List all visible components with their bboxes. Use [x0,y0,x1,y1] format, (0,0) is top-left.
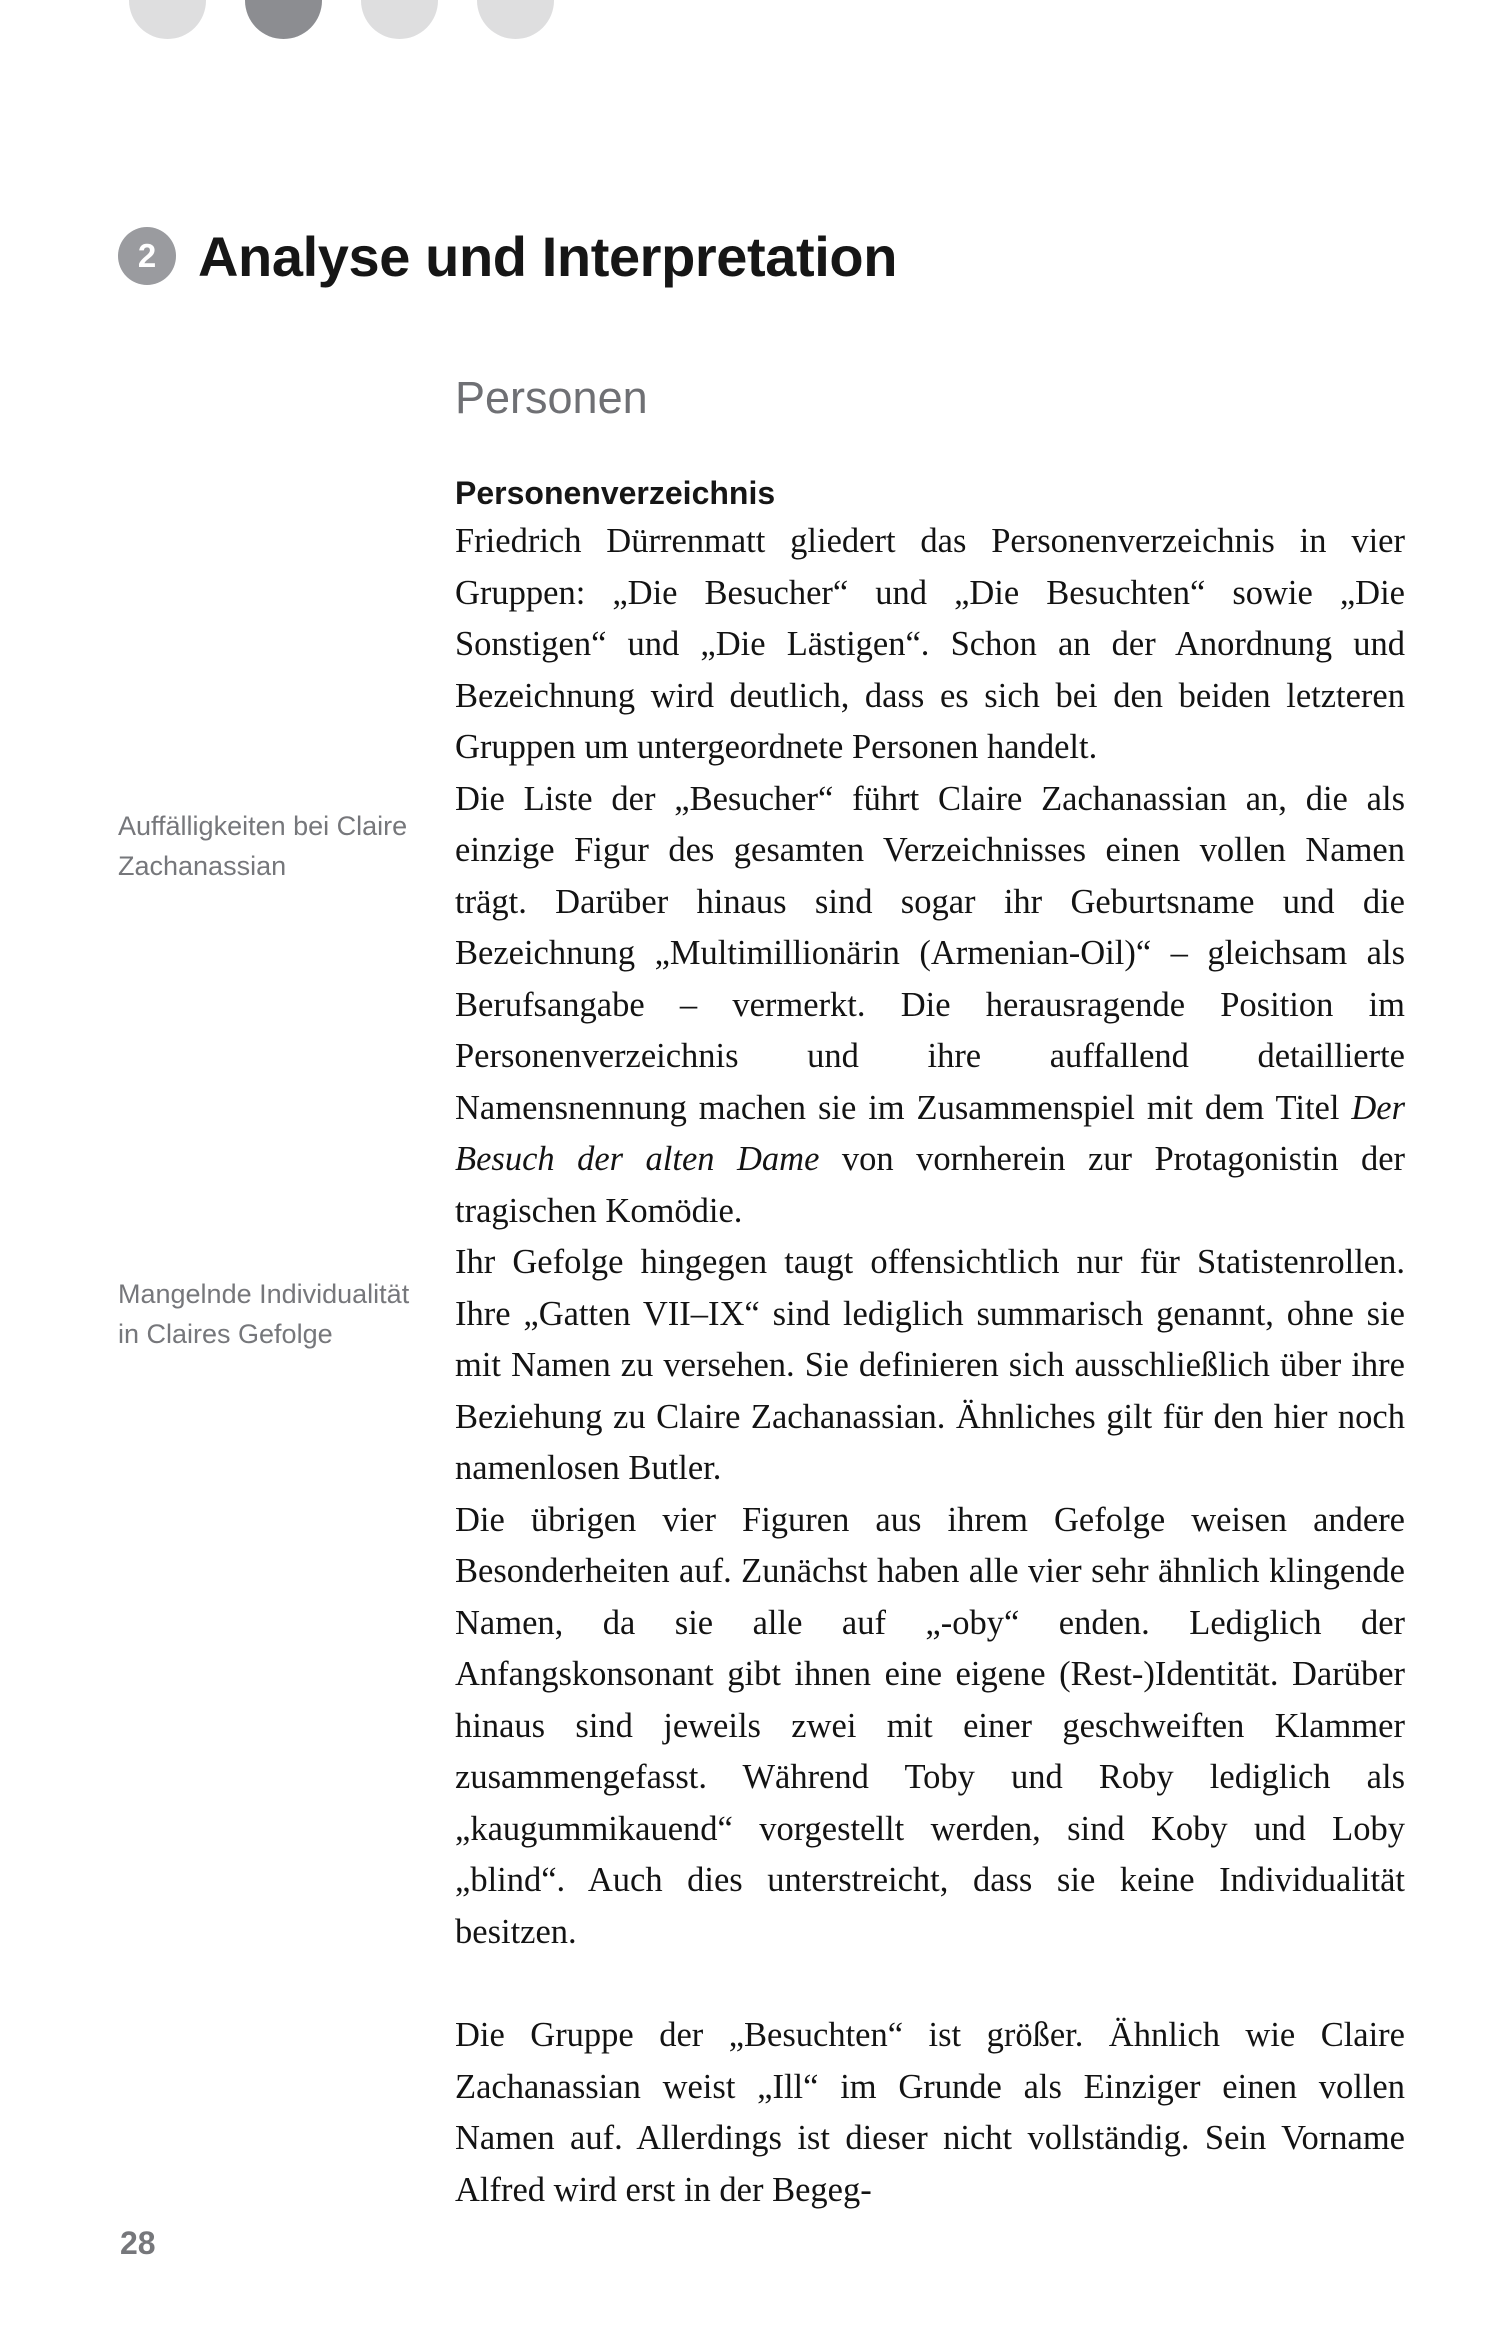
chapter-dot-4 [477,0,554,39]
paragraph-personenverzeichnis-gliederung: Friedrich Dürrenmatt gliedert das Personenverzeichnis in vier Gruppen: „Die Besucher“ und „Die Besuchten“ sowie „Die Sonstigen“ und „Die Lästigen“. Schon an der Anordnung und Bezeichnung wird deutlich, dass es sich bei den beiden letzteren Gruppen um untergeordnete Personen handelt. [455,522,1405,766]
work-title-der-besuch-der-alten-dame: Der Besuch der alten Dame [455,1088,1405,1178]
chapter-heading [118,186,897,326]
subsection-heading: Personenverzeichnis [455,475,776,511]
section-heading: Personen [455,372,648,424]
chapter-number-badge: 2 [118,227,176,285]
chapter-dot-3 [361,0,438,39]
paragraph-gefolge-statistenrollen: Ihr Gefolge hingegen taugt offensichtlich nur für Statistenrollen. Ihre „Gatten VII–IX“ sind lediglich summarisch genannt, ohne sie mit Namen zu versehen. Sie definieren sich ausschließlich über ihre Beziehung zu Claire Zachanassian. Ähnliches gilt für den hier noch namenlosen Butler. [455,1243,1405,1487]
paragraph-claire-zachanassian [455,774,1405,1238]
chapter-dot-2-active [245,0,322,39]
paragraph-text-segment-before: Die Liste der „Besucher“ führt Claire Zachanassian an, die als einzige Figur des gesamten Verzeichnisses einen vollen Namen trägt. Darüber hinaus sind sogar ihr Geburtsname und die Bezeichnung „Multimillionärin (Armenian-Oil)“ – gleichsam als Berufsangabe – vermerkt. Die herausragende Position im Personenverzeichnis und ihre auffallend detaillierte Namensnennung machen sie im Zusammenspiel mit dem Titel [455,779,1405,1127]
chapter-dot-nav [129,0,554,39]
paragraph-gruppe-besuchten: Die Gruppe der „Besuchten“ ist größer. Ähnlich wie Claire Zachanassian weist „Ill“ im Grunde als Einziger einen vollen Namen auf. Allerdings ist dieser nicht vollständig. Sein Vorname Alfred wird erst in der Begeg- [455,2016,1405,2209]
paragraph-vier-figuren-oby: Die übrigen vier Figuren aus ihrem Gefolge weisen andere Besonderheiten auf. Zunächst haben alle vier sehr ähnlich klingende Namen, da sie alle auf „-oby“ enden. Lediglich der Anfangskonsonant gibt ihnen eine eigene (Rest-)Identität. Darüber hinaus sind jeweils zwei mit einer geschweiften Klammer zusammengefasst. Während Toby und Roby lediglich als „kaugummikauend“ vorgestellt werden, sind Koby und Loby „blind“. Auch dies unterstreicht, dass sie keine Individualität besitzen. [455,1500,1405,1951]
body-text-column [455,516,1405,2216]
margin-note-auffaelligkeiten: Auffälligkeiten bei Claire Zachanassian [118,811,408,881]
margin-note-mangelnde-individualitaet: Mangelnde Individualität in Claires Gefolge [118,1279,410,1349]
page-title: Analyse und Interpretation [198,224,898,288]
paragraph-text-segment-after: von vornherein zur Protagonistin der tragischen Komödie. [455,1140,1406,1230]
chapter-dot-1 [129,0,206,39]
page-number: 28 [120,2225,156,2261]
